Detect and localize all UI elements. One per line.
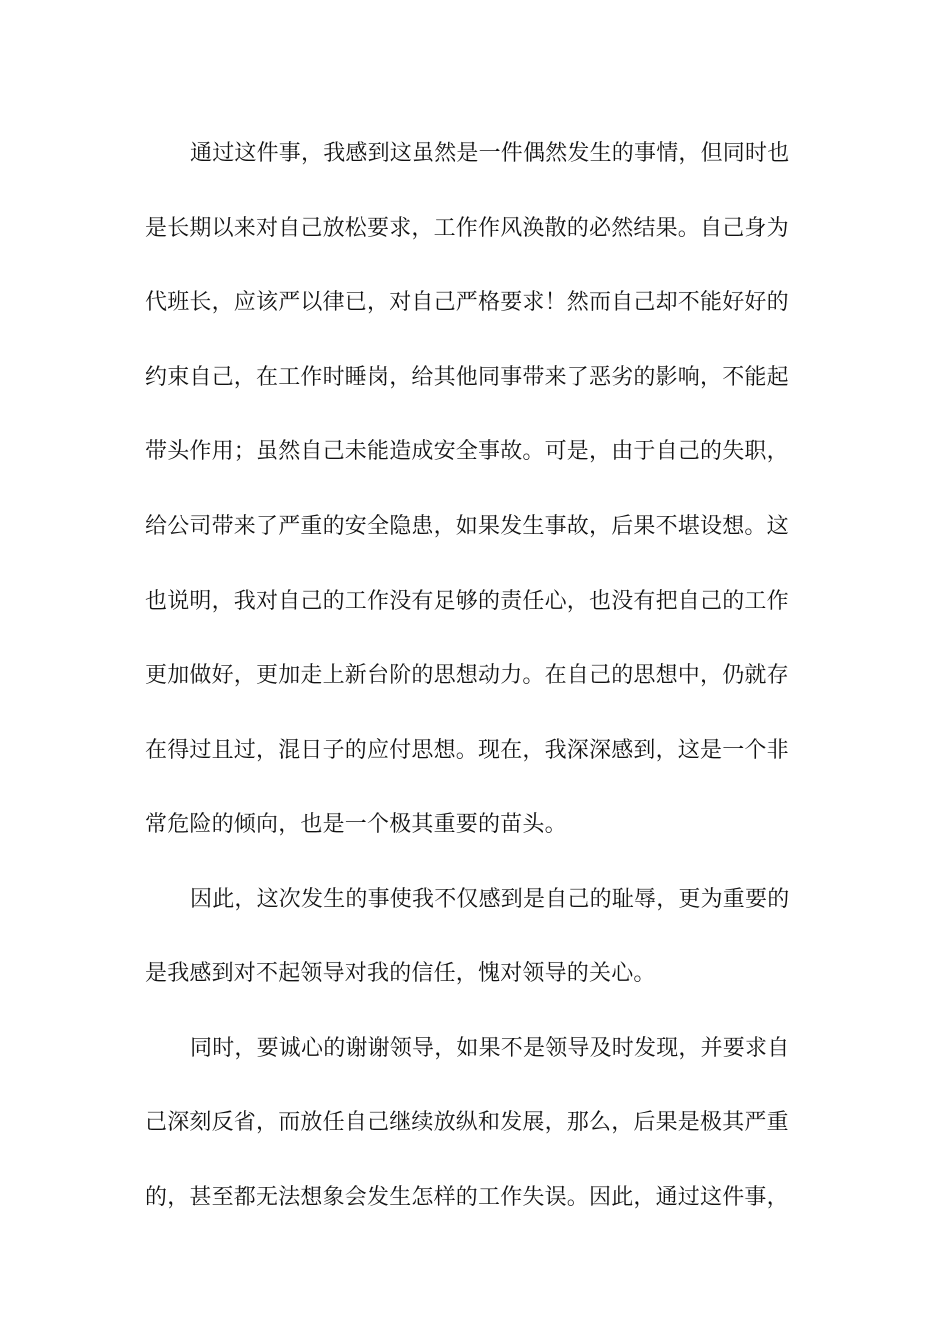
paragraph-1-line-10: 常危险的倾向，也是一个极其重要的苗头。 — [145, 812, 567, 837]
paragraph-1-line-9: 在得过且过，混日子的应付思想。现在，我深深感到，这是一个非 — [145, 738, 789, 763]
paragraph-1-line-8: 更加做好，更加走上新台阶的思想动力。在自己的思想中，仍就存 — [145, 663, 789, 688]
paragraph-1-line-2: 是长期以来对自己放松要求，工作作风涣散的必然结果。自己身为 — [145, 216, 789, 241]
paragraph-1-line-7: 也说明，我对自己的工作没有足够的责任心，也没有把自己的工作 — [145, 589, 789, 614]
paragraph-3-line-1: 同时，要诚心的谢谢领导，如果不是领导及时发现，并要求自 — [190, 1036, 790, 1061]
paragraph-1-line-3: 代班长，应该严以律已，对自己严格要求！然而自己却不能好好的 — [145, 290, 789, 315]
paragraph-2-line-1: 因此，这次发生的事使我不仅感到是自己的耻辱，更为重要的 — [190, 887, 790, 912]
paragraph-2-line-2: 是我感到对不起领导对我的信任，愧对领导的关心。 — [145, 961, 656, 986]
paragraph-1-line-4: 约束自己，在工作时睡岗，给其他同事带来了恶劣的影响，不能起 — [145, 365, 789, 390]
paragraph-1-line-6: 给公司带来了严重的安全隐患，如果发生事故，后果不堪设想。这 — [145, 514, 789, 539]
paragraph-1-line-1: 通过这件事，我感到这虽然是一件偶然发生的事情，但同时也 — [190, 141, 790, 166]
paragraph-3-line-2: 己深刻反省，而放任自己继续放纵和发展，那么，后果是极其严重 — [145, 1110, 789, 1135]
paragraph-3-line-3: 的，甚至都无法想象会发生怎样的工作失误。因此，通过这件事， — [145, 1185, 789, 1210]
paragraph-1-line-5: 带头作用；虽然自己未能造成安全事故。可是，由于自己的失职， — [145, 439, 789, 464]
